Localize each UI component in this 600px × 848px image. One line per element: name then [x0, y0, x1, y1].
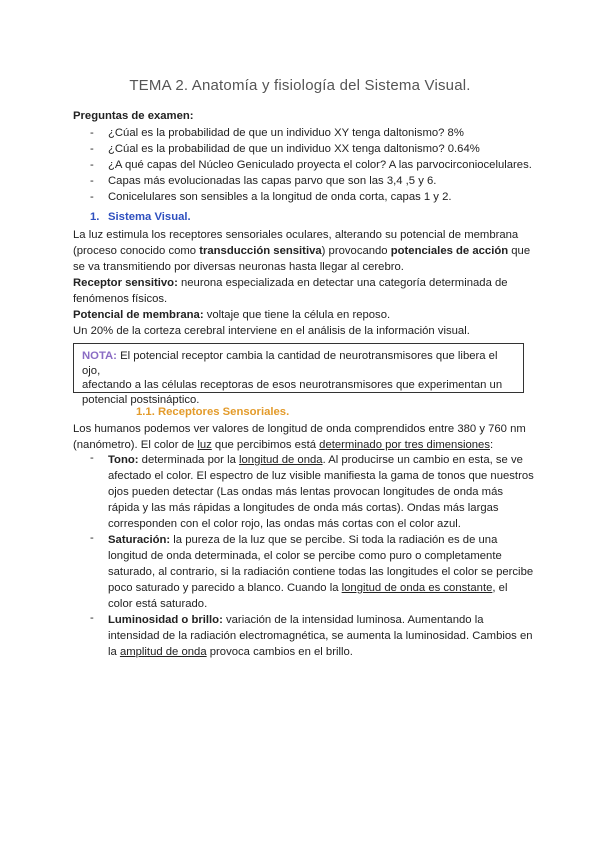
- page-title: TEMA 2. Anatomía y fisiología del Sistema Visual.: [129, 77, 471, 94]
- text-line: Un 20% de la corteza cerebral interviene en el análisis de la información visual.: [73, 325, 470, 337]
- paragraph-luz: [73, 227, 533, 339]
- section-title: Sistema Visual.: [108, 211, 191, 223]
- text-line: (proceso conocido como transducción sensitiva) provocando potenciales de acción que: [73, 245, 531, 257]
- list-item-tono: - Tono: determinada por la longitud de onda. Al producirse un cambio en esta, se ve afectado el color. El espectro de luz visible manifiesta la gama de tonos que nuestros ojos pueden detectar (Las ondas más lentas provocan longitudes de onda más rápida y las más rápidas a longitudes de onda más cortas). Ondas más largas corresponden con el color rojo, las ondas más cortas con el color azul.: [90, 452, 530, 532]
- text-line: fenómenos físicos.: [73, 293, 168, 305]
- note-box: [73, 343, 524, 406]
- note-line: NOTA: El potencial receptor cambia la cantidad de neurotransmisores que libera el ojo,: [82, 350, 498, 377]
- list-item-saturacion: - Saturación: la pureza de la luz que se percibe. Si toda la radiación es de una longitud de onda determinada, el color se percibe como puro o completamente saturado, al contrario, si la radiación contiene todas las longitudes el color se percibe poco saturado y parecido a blanco. Cuando la longitud de onda es constante, el color está saturado.: [90, 532, 530, 612]
- note-line: afectando a las células receptoras de esos neurotransmisores que experimentan un: [82, 379, 503, 391]
- list-item-luminosidad: - Luminosidad o brillo: variación de la intensidad luminosa. Aumentando la intensidad de la radiación electromagnética, se aumenta la luminosidad. Cambios en la amplitud de onda provoca cambios en el brillo.: [90, 612, 530, 660]
- list-item: - ¿Cúal es la probabilidad de que un individuo XY tenga daltonismo? 8%: [90, 125, 560, 141]
- definition-potencial: Potencial de membrana: voltaje que tiene la célula en reposo.: [73, 309, 391, 321]
- list-item: - Conicelulares son sensibles a la longitud de onda corta, capas 1 y 2.: [90, 189, 560, 205]
- list-item: - ¿A qué capas del Núcleo Geniculado proyecta el color? A las parvocirconiocelulares.: [90, 157, 560, 173]
- note-tag: NOTA:: [82, 350, 117, 362]
- paragraph-intro: [73, 421, 533, 453]
- exam-heading: Preguntas de examen:: [73, 110, 194, 122]
- text-line: (nanómetro). El color de luz que percibimos está determinado por tres dimensiones:: [73, 439, 494, 451]
- text-line: La luz estimula los receptores sensoriales oculares, alterando su potencial de membrana: [73, 229, 519, 241]
- list-item: - ¿Cúal es la probabilidad de que un individuo XX tenga daltonismo? 0.64%: [90, 141, 560, 157]
- text-line: se va transmitiendo por diversas neuronas hasta llegar al cerebro.: [73, 261, 404, 273]
- section-number: 1.: [90, 211, 100, 223]
- text-line: Los humanos podemos ver valores de longitud de onda comprendidos entre 380 y 760 nm: [73, 423, 526, 435]
- definition-receptor: Receptor sensitivo: neurona especializada en detectar una categoría determinada de: [73, 277, 508, 289]
- list-item: - Capas más evolucionadas las capas parvo que son las 3,4 ,5 y 6.: [90, 173, 560, 189]
- exam-question-list: [90, 125, 560, 205]
- dimensions-list: [90, 452, 534, 660]
- subsection-heading: 1.1. Receptores Sensoriales.: [136, 406, 290, 418]
- note-line: potencial postsináptico.: [82, 393, 200, 406]
- section-heading-sistema-visual: [90, 211, 191, 223]
